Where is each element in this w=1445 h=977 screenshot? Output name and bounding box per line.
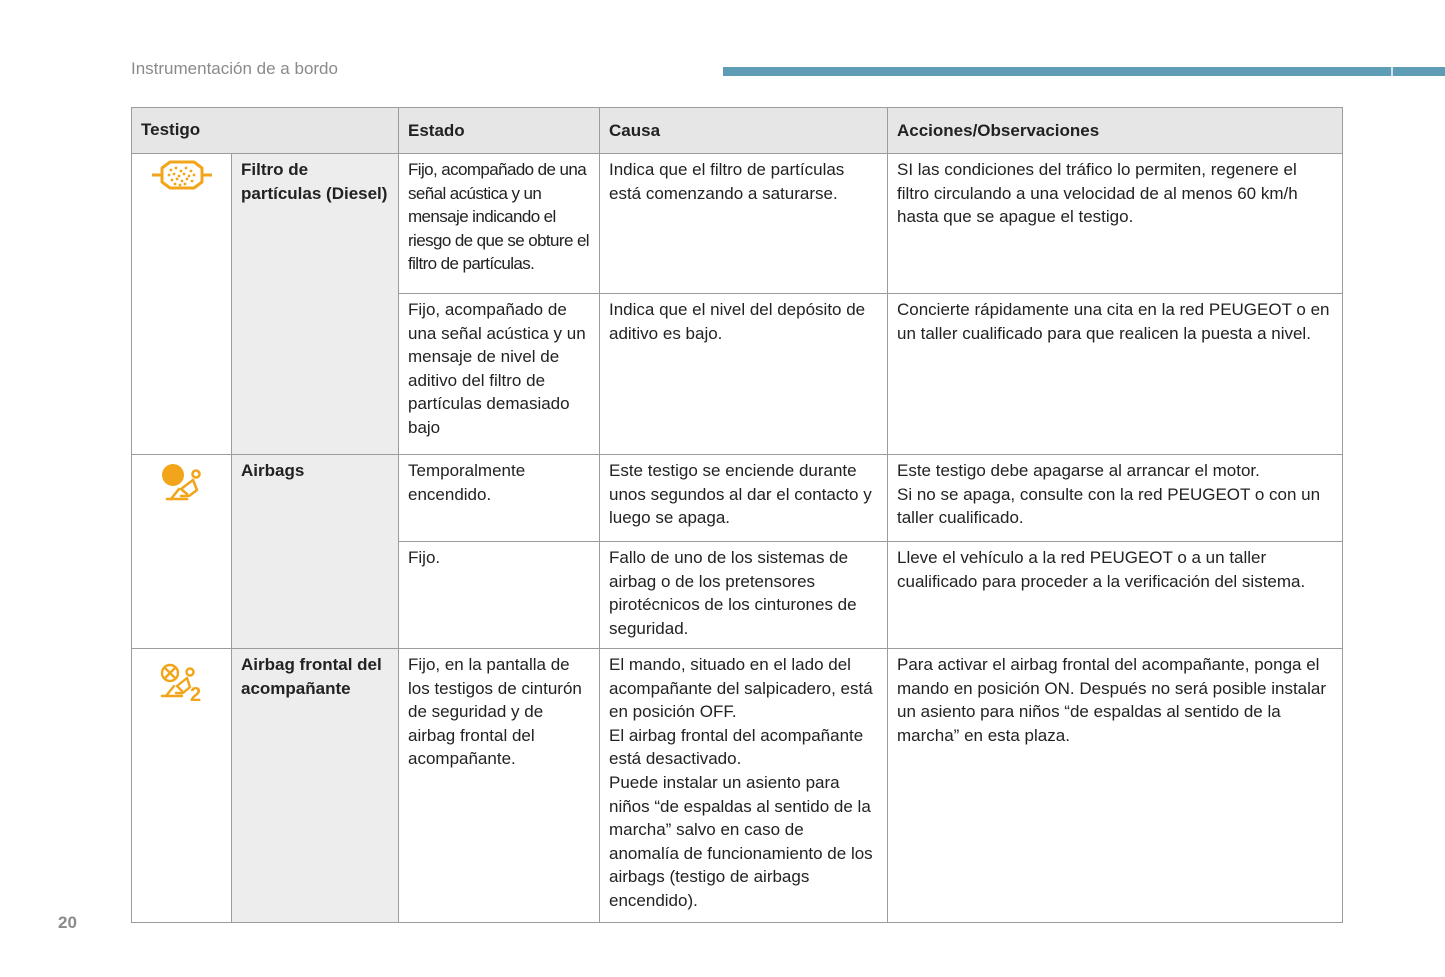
acciones-cell: Concierte rápidamente una cita en la red PEUGEOT o en un taller cualificado para que realicen la puesta a nivel. xyxy=(888,294,1343,455)
causa-cell: Indica que el nivel del depósito de aditivo es bajo. xyxy=(600,294,888,455)
causa-cell: Este testigo se enciende durante unos segundos al dar el contacto y luego se apaga. xyxy=(600,455,888,542)
column-header-acciones: Acciones/Observaciones xyxy=(888,108,1343,154)
estado-cell: Fijo, acompañado de una señal acústica y un mensaje indicando el riesgo de que se obture el filtro de partículas. xyxy=(399,154,600,294)
table-header-row xyxy=(132,108,1343,154)
acciones-cell: Lleve el vehículo a la red PEUGEOT o a un taller cualificado para proceder a la verificación del sistema. xyxy=(888,542,1343,649)
acciones-cell: SI las condiciones del tráfico lo permiten, regenere el filtro circulando a una velocidad de al menos 60 km/h hasta que se apague el testigo. xyxy=(888,154,1343,294)
estado-cell: Fijo, acompañado de una señal acústica y un mensaje de nivel de aditivo del filtro de partículas demasiado bajo xyxy=(399,294,600,455)
passenger-airbag-off-icon xyxy=(156,663,208,703)
column-header-testigo: Testigo xyxy=(132,108,399,154)
acciones-line: Si no se apaga, consulte con la red PEUGEOT o con un taller cualificado. xyxy=(897,484,1321,528)
passenger-airbag-off-icon-cell xyxy=(132,649,232,923)
table-row xyxy=(132,649,1343,923)
warning-name-particle-filter: Filtro de partículas (Diesel) xyxy=(232,154,399,455)
causa-cell: Indica que el filtro de partículas está comenzando a saturarse. xyxy=(600,154,888,294)
passenger-airbag-off-icon-label: 2 xyxy=(189,684,201,703)
warning-lights-table xyxy=(131,107,1343,923)
acciones-cell xyxy=(888,455,1343,542)
table-row xyxy=(132,154,1343,294)
acciones-cell: Para activar el airbag frontal del acompañante, ponga el mando en posición ON. Después no será posible instalar un asiento para niños “de espaldas al sentido de la marcha” en esta plaza. xyxy=(888,649,1343,923)
estado-cell: Temporalmente encendido. xyxy=(399,455,600,542)
airbag-icon xyxy=(159,463,205,503)
causa-line: El mando, situado en el lado del acompañante del salpicadero, está en posición OFF. xyxy=(609,655,873,722)
page-number: 20 xyxy=(58,913,77,932)
causa-line: El airbag frontal del acompañante está desactivado. xyxy=(609,725,864,769)
warning-name-airbags: Airbags xyxy=(232,455,399,649)
causa-cell: Fallo de uno de los sistemas de airbag o de los pretensores pirotécnicos de los cinturones de seguridad. xyxy=(600,542,888,649)
estado-cell: Fijo, en la pantalla de los testigos de cinturón de seguridad y de airbag frontal del acompañante. xyxy=(399,649,600,923)
header-accent-bar xyxy=(723,67,1445,76)
estado-cell: Fijo. xyxy=(399,542,600,649)
section-title: Instrumentación de a bordo xyxy=(131,59,338,78)
particle-filter-icon-cell xyxy=(132,154,232,455)
particle-filter-icon xyxy=(151,158,213,192)
airbag-icon-cell xyxy=(132,455,232,649)
causa-line: Puede instalar un asiento para niños “de espaldas al sentido de la marcha” salvo en caso de anomalía de funcionamiento de los airbags (testigo de airbags encendido). xyxy=(609,772,873,910)
acciones-line: Este testigo debe apagarse al arrancar el motor. xyxy=(897,461,1260,480)
causa-cell xyxy=(600,649,888,923)
column-header-estado: Estado xyxy=(399,108,600,154)
column-header-causa: Causa xyxy=(600,108,888,154)
table-row xyxy=(132,455,1343,542)
warning-name-passenger-airbag: Airbag frontal del acompañante xyxy=(232,649,399,923)
